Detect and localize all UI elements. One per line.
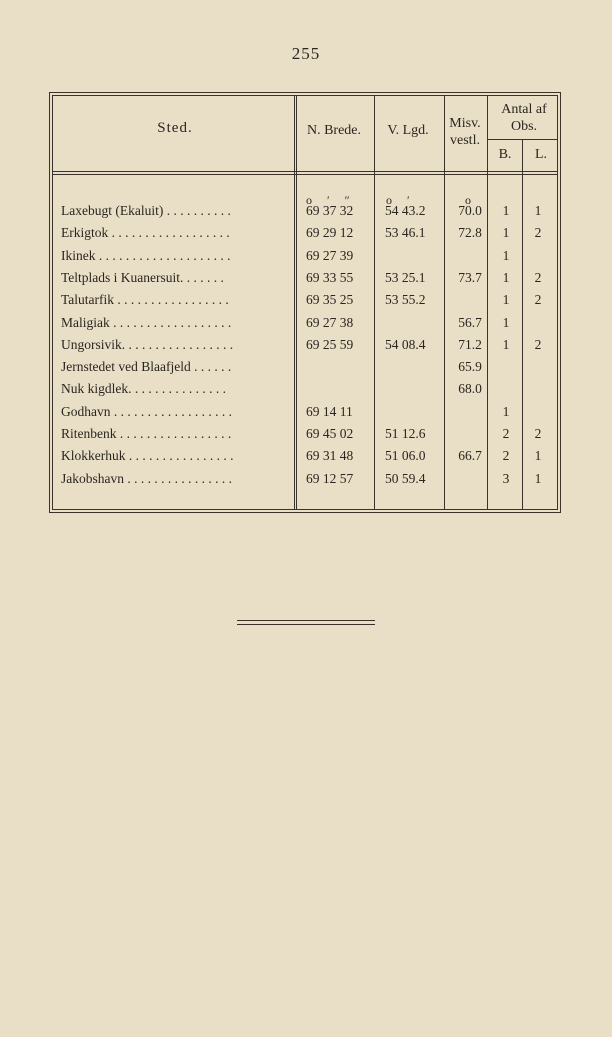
cell-b: 1 xyxy=(502,336,510,352)
cell-b: 1 xyxy=(502,247,510,263)
cell-lat: 69 25 59 xyxy=(306,336,354,352)
cell-b: 2 xyxy=(502,448,510,464)
cell-lon: 53 46.1 xyxy=(385,225,426,241)
unit-lon: o ′ xyxy=(386,193,416,207)
cell-b: 1 xyxy=(502,203,510,218)
header-place: Sted. xyxy=(157,120,193,136)
cell-place: Klokkerhuk . . . . . . . . . . . . . . . . xyxy=(61,448,234,464)
cell-b: 1 xyxy=(502,314,510,330)
table-row xyxy=(0,292,612,314)
cell-place: Ikinek . . . . . . . . . . . . . . . . . . . . xyxy=(61,247,231,263)
cell-mis: 65.9 xyxy=(458,359,482,375)
cell-place: Teltplads i Kuanersuit. . . . . . . xyxy=(61,269,224,285)
header-misv-line1: Misv. xyxy=(449,116,481,131)
cell-l: 2 xyxy=(534,269,542,285)
unit-lat: o ′ ″ xyxy=(306,193,356,207)
cell-lon: 53 25.1 xyxy=(385,269,426,285)
page-number: 255 xyxy=(291,44,321,63)
header-longitude: V. Lgd. xyxy=(387,123,429,138)
table-row xyxy=(0,315,612,337)
cell-lat: 69 45 02 xyxy=(306,426,354,441)
cell-place: Erkigtok . . . . . . . . . . . . . . . . . . xyxy=(61,225,230,241)
cell-place: Jakobshavn . . . . . . . . . . . . . . . . xyxy=(61,470,232,486)
cell-l: 2 xyxy=(534,225,542,241)
cell-b: 1 xyxy=(502,292,510,308)
table-row xyxy=(0,270,612,292)
cell-place: Maligiak . . . . . . . . . . . . . . . . . . xyxy=(61,314,232,330)
cell-mis: 73.7 xyxy=(458,269,482,285)
table-row xyxy=(0,381,612,403)
header-misv xyxy=(444,115,486,149)
header-antal-line1: Antal af xyxy=(501,102,547,117)
table-row xyxy=(0,448,612,470)
cell-b: 1 xyxy=(502,269,510,285)
cell-lat: 69 35 25 xyxy=(306,292,354,308)
cell-b: 1 xyxy=(502,225,510,241)
cell-lat: 69 31 48 xyxy=(306,448,354,464)
cell-l: 2 xyxy=(534,426,542,441)
table-row xyxy=(0,337,612,359)
cell-b: 3 xyxy=(502,470,510,486)
cell-b: 1 xyxy=(502,403,510,419)
cell-b: 2 xyxy=(502,426,510,441)
cell-place: Jernstedet ved Blaafjeld . . . . . . xyxy=(61,359,232,375)
cell-lat: 69 27 38 xyxy=(306,314,354,330)
table-row xyxy=(0,426,612,448)
table-row xyxy=(0,225,612,247)
unit-mis: o xyxy=(465,193,471,207)
cell-place: Godhavn . . . . . . . . . . . . . . . . . . xyxy=(61,403,232,419)
cell-lat: 69 14 11 xyxy=(306,403,353,419)
cell-lat: 69 33 55 xyxy=(306,269,354,285)
header-latitude: N. Brede. xyxy=(306,123,362,138)
cell-lat: 69 29 12 xyxy=(306,225,354,241)
cell-place: Laxebugt (Ekaluit) . . . . . . . . . . xyxy=(61,203,231,218)
table-row xyxy=(0,471,612,493)
cell-lon: 53 55.2 xyxy=(385,292,426,308)
header-rule xyxy=(487,139,558,140)
cell-lon: 54 08.4 xyxy=(385,336,426,352)
cell-mis: 56.7 xyxy=(458,314,482,330)
cell-mis: 70.0 xyxy=(458,203,482,218)
end-rule xyxy=(237,624,375,625)
cell-place: Ritenbenk . . . . . . . . . . . . . . . . . xyxy=(61,426,232,441)
cell-mis: 66.7 xyxy=(458,448,482,464)
table-row xyxy=(0,203,612,225)
cell-lat: 69 37 32 xyxy=(306,203,354,218)
cell-mis: 71.2 xyxy=(458,336,482,352)
cell-place: Nuk kigdlek. . . . . . . . . . . . . . . xyxy=(61,381,226,397)
cell-l: 1 xyxy=(534,448,542,464)
cell-l: 1 xyxy=(534,470,542,486)
cell-place: Talutarfik . . . . . . . . . . . . . . . . . xyxy=(61,292,229,308)
table-row xyxy=(0,248,612,270)
header-misv-line2: vestl. xyxy=(450,133,480,148)
cell-lat: 69 27 39 xyxy=(306,247,354,263)
cell-l: 2 xyxy=(534,292,542,308)
cell-lon: 54 43.2 xyxy=(385,203,426,218)
table-row xyxy=(0,359,612,381)
cell-lat: 69 12 57 xyxy=(306,470,354,486)
cell-l: 2 xyxy=(534,336,542,352)
cell-mis: 68.0 xyxy=(458,381,482,397)
cell-mis: 72.8 xyxy=(458,225,482,241)
header-b: B. xyxy=(498,147,512,162)
header-rule xyxy=(52,171,558,172)
end-rule xyxy=(237,620,375,621)
cell-lon: 50 59.4 xyxy=(385,470,426,486)
header-l: L. xyxy=(534,147,548,162)
header-rule xyxy=(52,174,558,175)
cell-lon: 51 06.0 xyxy=(385,448,426,464)
cell-l: 1 xyxy=(534,203,542,218)
header-antal xyxy=(488,101,560,135)
cell-place: Ungorsivik. . . . . . . . . . . . . . . . . xyxy=(61,336,234,352)
cell-lon: 51 12.6 xyxy=(385,426,426,441)
header-antal-line2: Obs. xyxy=(510,119,538,134)
table-row xyxy=(0,404,612,426)
